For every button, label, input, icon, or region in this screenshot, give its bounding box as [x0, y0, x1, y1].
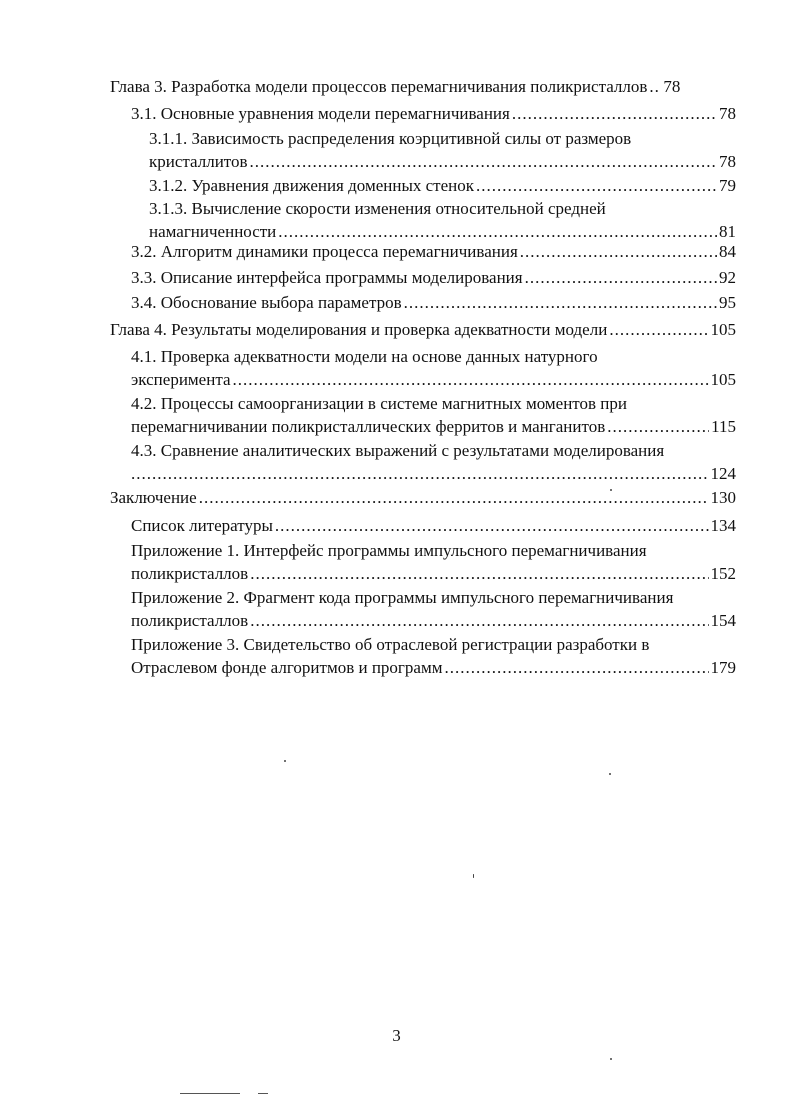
toc-entry-4-2 [131, 392, 736, 438]
scan-speck [609, 773, 611, 775]
toc-leader [609, 318, 708, 341]
toc-page: 154 [710, 611, 736, 630]
toc-leader [275, 514, 709, 537]
toc-page: 115 [711, 417, 736, 436]
toc-leader [199, 486, 709, 509]
toc-title: 3.2. Алгоритм динамики процесса перемагничивания [131, 242, 518, 261]
toc-title-line: поликристаллов [131, 564, 249, 583]
toc-page: 95 [719, 293, 736, 312]
toc-entry-3-3 [131, 266, 736, 289]
toc-entry-chapter-3 [110, 75, 736, 98]
toc-title: 3.1. Основные уравнения модели перемагничивания [131, 104, 510, 123]
toc-leader [233, 368, 709, 391]
toc-title-line: 4.1. Проверка адекватности модели на основе данных натурного [131, 347, 598, 366]
toc-page: 152 [710, 564, 736, 583]
toc-title-line: Приложение 3. Свидетельство об отраслевой регистрации разработки в [131, 635, 650, 654]
toc-entry-3-1-1 [149, 127, 736, 173]
toc-entry-appendix-2 [131, 586, 736, 632]
toc-page: 130 [710, 488, 736, 507]
toc-leader [404, 291, 717, 314]
toc-title: 3.3. Описание интерфейса программы моделирования [131, 268, 523, 287]
toc-leader [607, 415, 709, 438]
toc-title-line: Отраслевом фонде алгоритмов и программ [131, 658, 443, 677]
scan-speck [610, 489, 612, 491]
toc-leader [649, 75, 661, 98]
toc-page: 92 [719, 268, 736, 287]
page-number: 3 [392, 1026, 401, 1045]
toc-page: 134 [710, 516, 736, 535]
toc-title-line: перемагничивании поликристаллических ферритов и манганитов [131, 417, 606, 436]
toc-leader [525, 266, 717, 289]
toc-title-line: Приложение 1. Интерфейс программы импульсного перемагничивания [131, 541, 647, 560]
toc-title-line: 4.2. Процессы самоорганизации в системе магнитных моментов при [131, 394, 627, 413]
toc-title: Глава 4. Результаты моделирования и проверка адекватности модели [110, 320, 608, 339]
toc-page: 124 [710, 464, 736, 483]
toc-title-line: 4.3. Сравнение аналитических выражений с результатами моделирования [131, 441, 665, 460]
toc-entry-appendix-3 [131, 633, 736, 679]
toc-entry-3-4 [131, 291, 736, 314]
scan-rule [258, 1093, 268, 1094]
toc-page: 81 [719, 222, 736, 241]
toc-title: Список литературы [131, 516, 273, 535]
toc-leader [131, 462, 709, 485]
toc-entry-3-1 [131, 102, 736, 125]
toc-title-line: поликристаллов [131, 611, 249, 630]
toc-entry-3-2 [131, 240, 736, 263]
toc-page: 84 [719, 242, 736, 261]
toc-page: 105 [710, 320, 736, 339]
toc-leader [476, 174, 717, 197]
toc-title-line: 3.1.3. Вычисление скорости изменения относительной средней [149, 199, 606, 218]
toc-title-line: 3.1.1. Зависимость распределения коэрцитивной силы от размеров [149, 129, 632, 148]
toc-leader [444, 656, 708, 679]
toc-leader [250, 150, 717, 173]
toc-page: 78 [663, 77, 681, 96]
toc-page: 179 [710, 658, 736, 677]
scan-speck [473, 874, 474, 878]
scan-rule [180, 1093, 240, 1094]
toc-title: Заключение [110, 488, 197, 507]
toc-page: 78 [719, 104, 736, 123]
toc-page: 78 [719, 152, 736, 171]
toc-title-line: кристаллитов [149, 152, 248, 171]
toc-entry-chapter-4 [110, 318, 736, 341]
toc-entry-4-3 [131, 439, 736, 485]
toc-entry-4-1 [131, 345, 736, 391]
toc-entry-3-1-3 [149, 197, 736, 243]
toc-leader [250, 609, 708, 632]
toc-title-line: намагниченности [149, 222, 277, 241]
toc-title-line: эксперимента [131, 370, 231, 389]
toc-leader [250, 562, 708, 585]
toc-leader [512, 102, 717, 125]
toc-title: Глава 3. Разработка модели процессов перемагничивания поликристаллов [110, 77, 648, 96]
toc-entry-appendix-1 [131, 539, 736, 585]
toc-entry-references [131, 514, 736, 537]
scan-speck [284, 760, 286, 762]
toc-leader [520, 240, 717, 263]
toc-title: 3.1.2. Уравнения движения доменных стенок [149, 176, 475, 195]
toc-title: 3.4. Обоснование выбора параметров [131, 293, 402, 312]
toc-title-line: Приложение 2. Фрагмент кода программы импульсного перемагничивания [131, 588, 674, 607]
scan-speck [610, 1058, 612, 1060]
toc-page: 79 [719, 176, 736, 195]
toc-page: 105 [710, 370, 736, 389]
toc-entry-3-1-2 [149, 174, 736, 197]
toc-entry-conclusion [110, 486, 736, 509]
